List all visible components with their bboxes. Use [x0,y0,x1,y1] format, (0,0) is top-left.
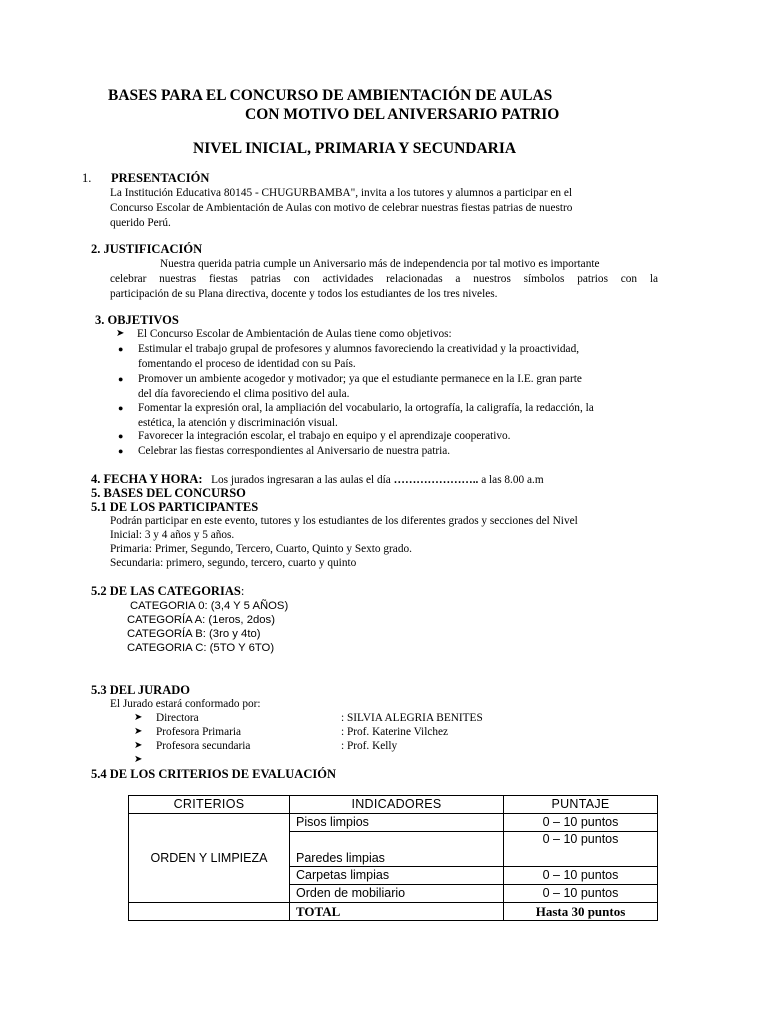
arrow-bullet-icon: ➤ [134,754,143,765]
bullet-icon: ● [118,403,124,413]
objective-5: Celebrar las fiestas correspondientes al Aniversario de nuestra patria. [138,445,451,457]
score-cell: 0 – 10 puntos [504,885,658,903]
objective-1-line2: fomentando el proceso de identidad con su País. [138,358,356,370]
section2-text-line2: celebrar nuestras fiestas patrias con actividades relacionadas a nuestros símbolos patrios con la [110,273,658,285]
objective-3-line2: estética, la atención y discriminación visual. [138,417,338,429]
bullet-icon: ● [118,344,124,354]
score-cell: 0 – 10 puntos [504,814,658,832]
table-row [129,814,658,832]
objective-4: Favorecer la integración escolar, el trabajo en equipo y el aprendizaje cooperativo. [138,430,511,442]
section3-heading: 3. OBJETIVOS [95,313,179,327]
section1-heading: PRESENTACIÓN [111,171,210,185]
arrow-bullet-icon: ➤ [134,726,143,737]
section4-text: Los jurados ingresaran a las aulas el día [211,474,394,486]
table-header-criteria: CRITERIOS [129,796,290,814]
jury-role-2: Profesora Primaria [156,726,242,738]
total-empty-cell [129,903,290,921]
category-c: CATEGORIA C: (5TO Y 6TO) [127,642,275,654]
section4-heading: 4. FECHA Y HORA: [91,472,203,486]
section5-heading: 5. BASES DEL CONCURSO [91,486,246,500]
date-placeholder-dots: ………………….. [393,474,479,486]
category-a: CATEGORÍA A: (1eros, 2dos) [127,614,275,626]
jury-intro: El Jurado estará conformado por: [110,698,261,710]
section4-line [91,472,544,487]
section52-colon: : [240,584,245,598]
indicator-cell: Orden de mobiliario [290,885,504,903]
section53-heading: 5.3 DEL JURADO [91,683,190,697]
jury-name-2: : Prof. Katerine Vilchez [341,726,449,738]
arrow-bullet-icon: ➤ [134,740,143,751]
document-subtitle: NIVEL INICIAL, PRIMARIA Y SECUNDARIA [193,140,517,157]
participants-line2: Inicial: 3 y 4 años y 5 años. [110,529,235,541]
jury-role-1: Directora [156,712,199,724]
section1-text-line3: querido Perú. [110,217,171,229]
indicator-cell: Pisos limpios [290,814,504,832]
arrow-bullet-icon: ➤ [134,712,143,723]
total-score: Hasta 30 puntos [504,903,658,921]
objectives-intro: El Concurso Escolar de Ambientación de Aulas tiene como objetivos: [137,328,452,340]
criterion-cell: ORDEN Y LIMPIEZA [129,814,290,903]
bullet-icon: ● [118,431,124,441]
bullet-icon: ● [118,374,124,384]
objective-2-line2: del día favoreciendo el clima positivo del aula. [138,388,350,400]
section1-text-line1: La Institución Educativa 80145 - CHUGURBAMBA", invita a los tutores y alumnos a participar en el [110,187,573,199]
section1-text-line2: Concurso Escolar de Ambientación de Aulas con motivo de celebrar nuestras fiestas patrias de nuestro [110,202,573,214]
participants-line1: Podrán participar en este evento, tutores y los estudiantes de los diferentes grados y secciones del Nivel [110,515,578,527]
table-total-row [129,903,658,921]
score-cell: 0 – 10 puntos [504,867,658,885]
section51-heading: 5.1 DE LOS PARTICIPANTES [91,500,259,514]
bullet-icon: ● [118,446,124,456]
section2-text-line3: participación de su Plana directiva, docente y todos los estudiantes de los tres niveles. [110,288,498,300]
section54-heading: 5.4 DE LOS CRITERIOS DE EVALUACIÓN [91,767,336,781]
participants-line4: Secundaria: primero, segundo, tercero, cuarto y quinto [110,557,357,569]
table-header-row [129,796,658,814]
document-title-line1: BASES PARA EL CONCURSO DE AMBIENTACIÓN DE AULAS [108,87,553,104]
jury-name-3: : Prof. Kelly [341,740,398,752]
document-title-line2: CON MOTIVO DEL ANIVERSARIO PATRIO [245,106,560,123]
category-b: CATEGORÍA B: (3ro y 4to) [127,628,261,640]
indicator-cell: Paredes limpias [290,832,504,867]
section52-heading: 5.2 DE LAS CATEGORIAS [91,584,241,598]
objective-1-line1: Estimular el trabajo grupal de profesores y alumnos favoreciendo la creatividad y la proactividad, [138,343,580,355]
table-header-indicators: INDICADORES [290,796,504,814]
score-cell: 0 – 10 puntos [504,832,658,867]
objective-2-line1: Promover un ambiente acogedor y motivador; ya que el estudiante permanece en la I.E. gran parte [138,373,582,385]
category-0: CATEGORIA 0: (3,4 Y 5 AÑOS) [130,600,289,612]
arrow-bullet-icon: ➤ [116,328,125,339]
section2-heading: 2. JUSTIFICACIÓN [91,242,203,256]
table-header-score: PUNTAJE [504,796,658,814]
section4-time: a las 8.00 a.m [478,474,544,486]
section52-line [91,584,244,599]
participants-line3: Primaria: Primer, Segundo, Tercero, Cuarto, Quinto y Sexto grado. [110,543,412,555]
jury-name-1: : SILVIA ALEGRIA BENITES [341,712,483,724]
objective-3-line1: Fomentar la expresión oral, la ampliación del vocabulario, la ortografía, la caligrafía, la redacción, la [138,402,594,414]
section2-text-line1: Nuestra querida patria cumple un Aniversario más de independencia por tal motivo es importante [160,258,600,270]
indicator-cell: Carpetas limpias [290,867,504,885]
jury-role-3: Profesora secundaria [156,740,251,752]
criteria-table [128,795,658,921]
section1-number: 1. [82,171,92,185]
total-label: TOTAL [290,903,504,921]
